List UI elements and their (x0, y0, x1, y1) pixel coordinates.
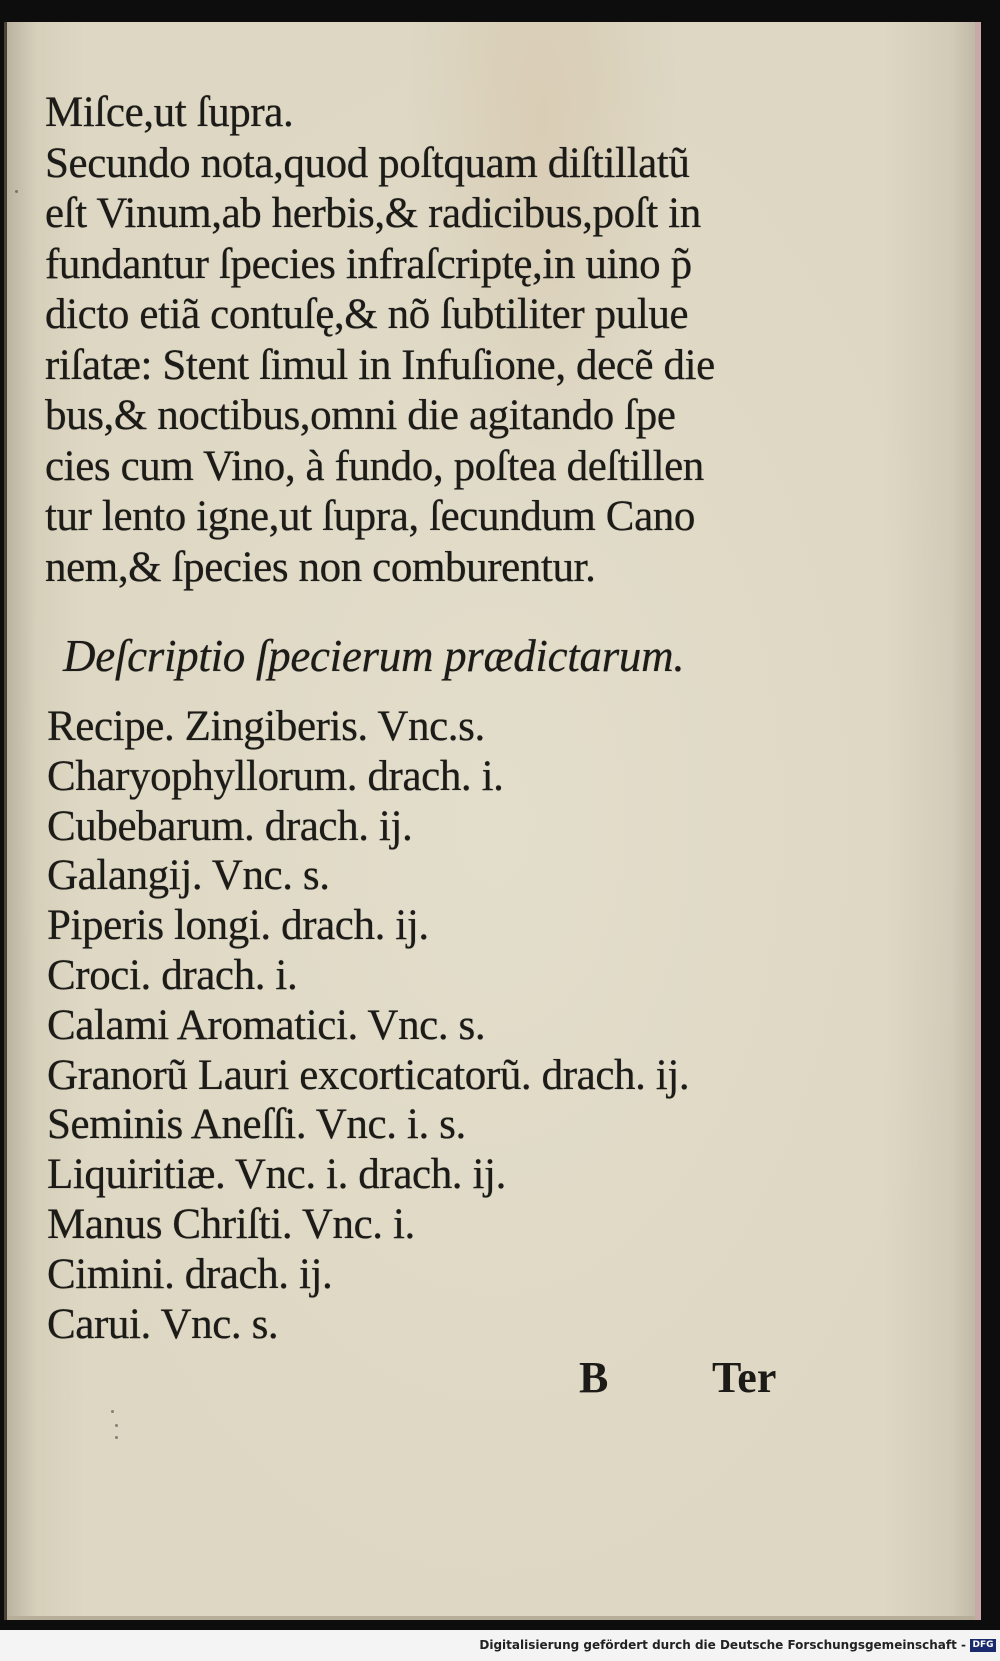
recipe-line: Piperis longi. drach. ij. (47, 902, 429, 950)
body-line: tur lento igne,ut ſupra, ſecundum Cano (45, 493, 695, 540)
recipe-line: Croci. drach. i. (47, 951, 298, 999)
body-line: fundantur ſpecies infraſcriptę,in uino p̃ (45, 240, 692, 288)
ink-speck (115, 1436, 118, 1439)
dfg-logo: DFG (970, 1639, 996, 1652)
recipe-line: Cubebarum. drach. ij. (47, 802, 413, 850)
catchword: Ter (712, 1353, 777, 1402)
body-line: cies cum Vino, à fundo, poſtea deſtillen (45, 442, 704, 490)
body-line: dicto etiã contuſę,& nõ ſubtiliter pulue (45, 291, 689, 338)
body-line: nem,& ſpecies non comburentur. (45, 543, 596, 591)
section-heading: Deſcriptio ſpecierum prædictarum. (63, 631, 685, 681)
body-line: Secundo nota,quod poſtquam diſtillatũ (45, 139, 690, 187)
body-text (45, 88, 805, 593)
recipe-line: Cimini. drach. ij. (47, 1250, 333, 1298)
recipe-line: Charyophyllorum. drach. i. (47, 752, 504, 800)
recipe-list (47, 702, 807, 1349)
recipe-line: Liquiritiæ. Vnc. i. drach. ij. (47, 1151, 506, 1199)
book-page (4, 22, 981, 1620)
ink-speck (111, 1410, 114, 1413)
recipe-line: Carui. Vnc. s. (47, 1300, 279, 1348)
ink-speck (115, 1424, 118, 1427)
body-line: riſatæ: Stent ſimul in Infuſione, decẽ die (45, 341, 715, 389)
recipe-line: Manus Chriſti. Vnc. i. (47, 1200, 415, 1248)
body-line: bus,& noctibus,omni die agitando ſpe (45, 392, 676, 439)
footer-credit: Digitalisierung gefördert durch die Deutsche Forschungsgemeinschaft - (479, 1638, 966, 1652)
body-line: Miſce,ut ſupra. (45, 89, 294, 136)
recipe-line: Calami Aromatici. Vnc. s. (47, 1001, 486, 1049)
body-line: eſt Vinum,ab herbis,& radicibus,poſt in (45, 190, 701, 237)
ink-speck (15, 190, 18, 193)
signature-mark: B (579, 1353, 609, 1402)
recipe-line: Seminis Aneſſi. Vnc. i. s. (47, 1101, 466, 1149)
footer-bar (0, 1630, 1000, 1661)
recipe-line: Granorũ Lauri excorticatorũ. drach. ij. (47, 1051, 690, 1099)
recipe-line: Recipe. Zingiberis. Vnc.s. (47, 703, 485, 750)
recipe-line: Galangij. Vnc. s. (47, 852, 330, 900)
